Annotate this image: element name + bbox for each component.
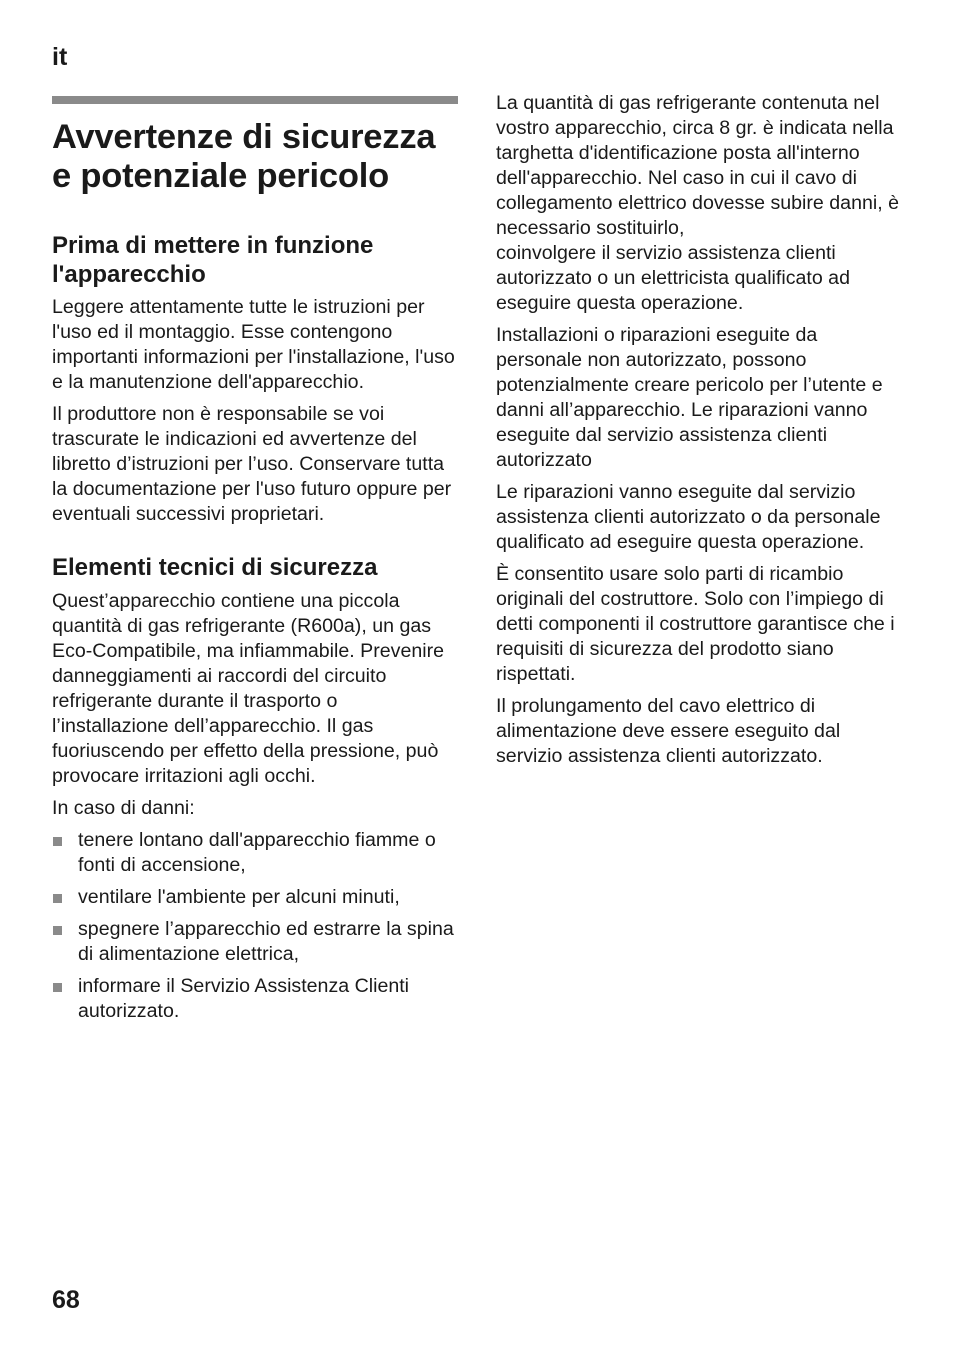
section-heading-safety-elements: Elementi tecnici di sicurezza xyxy=(52,554,378,581)
paragraph: Il produttore non è responsabile se voi trascurate le indicazioni ed avvertenze del libretto d’istruzioni per l’uso. Conservare tutta la documentazione per l'uso futuro oppure per eventuali successivi proprietari. xyxy=(52,403,452,525)
paragraph: coinvolgere il servizio assistenza clienti autorizzato o un elettricista qualificato ad eseguire questa operazione. xyxy=(496,242,850,314)
left-column xyxy=(52,96,458,1031)
page-title: Avvertenze di sicurezza e potenziale pericolo xyxy=(52,118,436,195)
paragraph: È consentito usare solo parti di ricambio originali del costruttore. Solo con l’impiego di detti componenti il costruttore garantisce che i requisiti di sicurezza del prodotto siano rispettati. xyxy=(496,563,895,685)
paragraph: Installazioni o riparazioni eseguite da personale non autorizzato, possono potenzialmente creare pericolo per l’utente e danni all’apparecchio. Le riparazioni vanno eseguite dal servizio assistenza clienti autorizzato xyxy=(496,324,883,471)
list-item-text: spegnere l’apparecchio ed estrarre la spina di alimentazione elettrica, xyxy=(78,918,454,965)
list-item xyxy=(52,828,458,878)
square-bullet-icon xyxy=(53,894,62,903)
list-item xyxy=(52,917,458,967)
list-item xyxy=(52,974,458,1024)
page-number: 68 xyxy=(52,1286,80,1314)
square-bullet-icon xyxy=(53,983,62,992)
paragraph: La quantità di gas refrigerante contenuta nel vostro apparecchio, circa 8 gr. è indicata nella targhetta d'identificazione posta all'interno dell'apparecchio. Nel caso in cui il cavo di collegamento elettrico dovesse subire danni, è necessario sostituirlo, xyxy=(496,92,900,239)
right-column xyxy=(496,91,906,776)
title-rule xyxy=(52,96,458,104)
square-bullet-icon xyxy=(53,926,62,935)
section-heading-before-use: Prima di mettere in funzione l'apparecchio xyxy=(52,232,374,288)
list-item-text: tenere lontano dall'apparecchio fiamme o fonti di accensione, xyxy=(78,829,436,876)
list-item-text: ventilare l'ambiente per alcuni minuti, xyxy=(78,886,400,908)
paragraph: Quest’apparecchio contiene una piccola quantità di gas refrigerante (R600a), un gas Eco-Compatibile, ma infiammabile. Prevenire danneggiamenti ai raccordi del circuito refrigerante durante il trasporto o l’installazione dell’apparecchio. Il gas fuoriuscendo per effetto della pressione, può provocare irritazioni agli occhi. xyxy=(52,590,445,787)
damage-instructions-list xyxy=(52,828,458,1024)
paragraph: Il prolungamento del cavo elettrico di alimentazione deve essere eseguito dal servizio assistenza clienti autorizzato. xyxy=(496,695,841,767)
square-bullet-icon xyxy=(53,837,62,846)
list-item xyxy=(52,885,458,910)
paragraph: Le riparazioni vanno eseguite dal servizio assistenza clienti autorizzato o da personale qualificato ad eseguire questa operazione. xyxy=(496,481,881,553)
list-item-text: informare il Servizio Assistenza Clienti autorizzato. xyxy=(78,975,410,1022)
language-tag: it xyxy=(52,43,68,71)
paragraph: In caso di danni: xyxy=(52,797,195,819)
paragraph: Leggere attentamente tutte le istruzioni per l'uso ed il montaggio. Esse contengono importanti informazioni per l'installazione, l'uso e la manutenzione dell'apparecchio. xyxy=(52,296,455,393)
